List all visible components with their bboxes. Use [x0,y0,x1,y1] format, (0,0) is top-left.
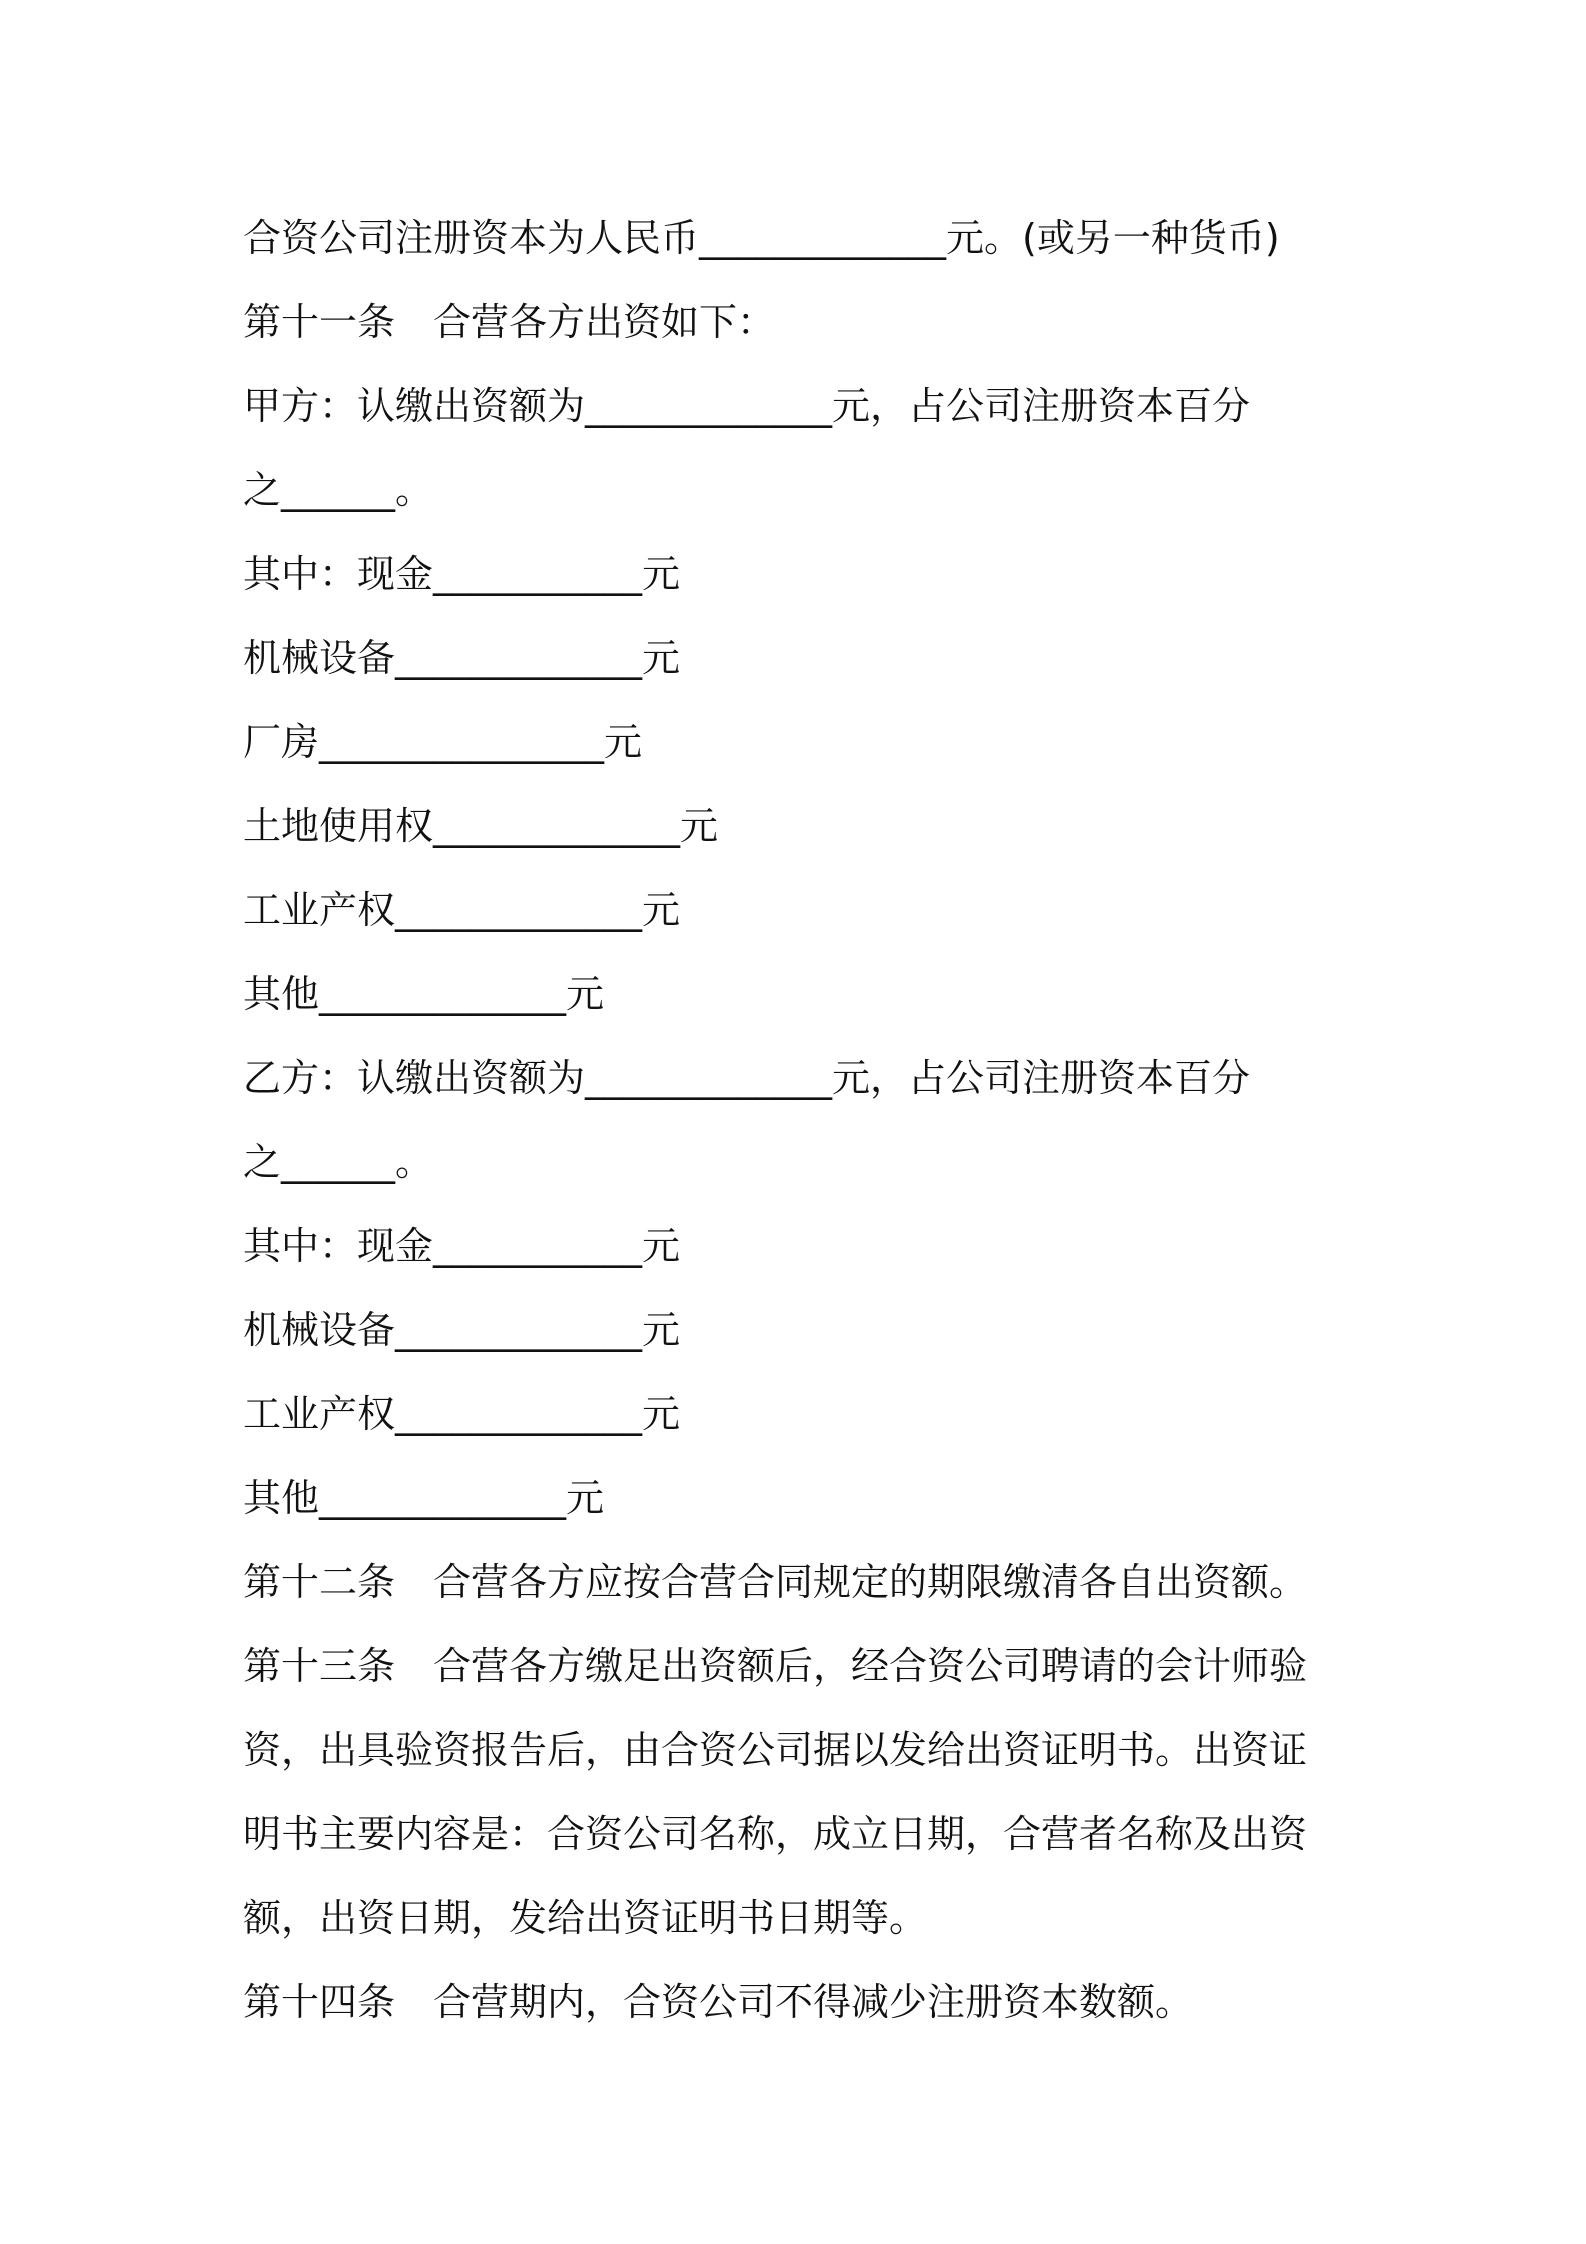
party-a-other-line: 其他_____________元 [243,972,605,1016]
party-a-machinery-line: 机械设备_____________元 [243,636,681,680]
article-12-line: 第十二条 合营各方应按合营合同规定的期限缴清各自出资额。 [243,1560,1308,1604]
party-b-machinery-line: 机械设备_____________元 [243,1308,681,1352]
article-11-heading: 第十一条 合营各方出资如下： [243,300,776,344]
article-13-line-2: 资，出具验资报告后，由合资公司据以发给出资证明书。出资证 [243,1728,1308,1772]
article-13-line-3: 明书主要内容是：合资公司名称，成立日期，合营者名称及出资 [243,1812,1308,1856]
party-b-industrial-property-line: 工业产权_____________元 [243,1392,681,1436]
party-b-percentage-line: 之______。 [243,1140,434,1184]
party-a-cash-line: 其中：现金___________元 [243,552,681,596]
article-13-line-4: 额，出资日期，发给出资证明书日期等。 [243,1896,928,1940]
party-a-industrial-property-line: 工业产权_____________元 [243,888,681,932]
party-a-contribution-line: 甲方：认缴出资额为_____________元，占公司注册资本百分 [243,384,1251,428]
party-b-other-line: 其他_____________元 [243,1476,605,1520]
party-a-land-use-line: 土地使用权_____________元 [243,804,719,848]
registered-capital-line: 合资公司注册资本为人民币_____________元。(或另一种货币) [243,216,1280,260]
document-body [243,196,1358,2044]
party-a-percentage-line: 之______。 [243,468,434,512]
article-14-line: 第十四条 合营期内，合资公司不得减少注册资本数额。 [243,1980,1194,2024]
party-a-factory-line: 厂房_______________元 [243,720,643,764]
article-13-line-1: 第十三条 合营各方缴足出资额后，经合资公司聘请的会计师验 [243,1644,1308,1688]
party-b-contribution-line: 乙方：认缴出资额为_____________元，占公司注册资本百分 [243,1056,1251,1100]
party-b-cash-line: 其中：现金___________元 [243,1224,681,1268]
